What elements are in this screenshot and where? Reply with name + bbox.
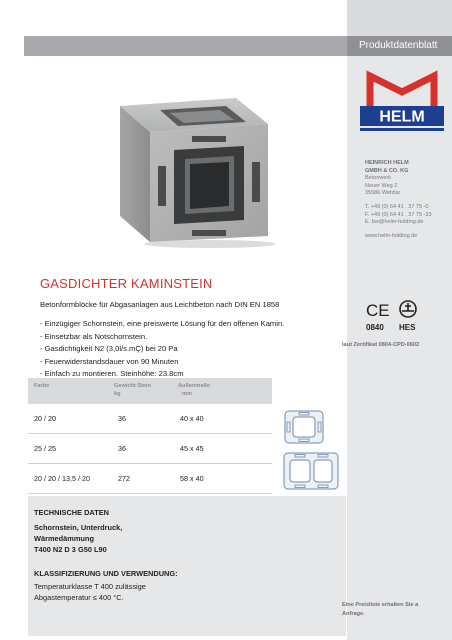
certificate-text: laut Zertifikat 0804-CPD-0602 bbox=[342, 342, 420, 348]
price-list-note bbox=[342, 601, 450, 619]
company-fax: F. +49 (0) 64 41 . 37 75 -33 bbox=[365, 211, 432, 218]
header-dims-label: Außenmaße bbox=[178, 383, 211, 389]
helm-logo-icon bbox=[356, 70, 448, 142]
header-weight-unit: kg bbox=[114, 390, 121, 397]
feature-item: - Feuerwiderstandsdauer von 90 Minuten bbox=[40, 356, 179, 366]
feature-item: - Einzügiger Schornstein, eine preiswerte Lösung für den offenen Kamin. bbox=[40, 319, 285, 328]
company-street: Neuer Weg 2 bbox=[365, 182, 398, 189]
classification-heading: KLASSIFIZIERUNG UND VERWENDUNG: bbox=[34, 569, 178, 578]
row-weight: 36 bbox=[118, 414, 126, 423]
table-row bbox=[28, 434, 272, 464]
hes-label: HES bbox=[399, 323, 416, 332]
certification-marks bbox=[362, 298, 442, 334]
row-weight: 36 bbox=[118, 444, 126, 453]
product-subtitle: Betonformblöcke für Abgasanlagen aus Leichtbeton nach DIN EN 1858 bbox=[40, 300, 280, 309]
feature-item: - Gasdichtigkeit N2 (3,0l/s.mÇ) bei 20 Pa bbox=[40, 344, 178, 354]
technical-line-2: Wärmedämmung bbox=[34, 534, 94, 543]
company-web[interactable]: www.helm-holding.de bbox=[365, 232, 418, 239]
sidebar bbox=[347, 56, 452, 640]
company-address bbox=[365, 160, 452, 240]
table-row bbox=[28, 404, 272, 434]
product-title: GASDICHTER KAMINSTEIN bbox=[40, 276, 213, 291]
row-dims: 45 x 45 bbox=[180, 444, 204, 453]
technical-line-3: T400 N2 D 3 G50 L90 bbox=[34, 545, 107, 554]
header-dims-unit: mm bbox=[182, 390, 192, 397]
classification-line-1: Temperaturklasse T 400 zulässige bbox=[34, 582, 146, 591]
classification-line-2: Abgastemperatur ≤ 400 °C. bbox=[34, 593, 124, 602]
row-dims: 40 x 40 bbox=[180, 414, 204, 423]
sidebar-top-band bbox=[347, 0, 452, 36]
classification-values bbox=[34, 581, 146, 603]
feature-item: - Einfach zu montieren. Steinhöhe: 23.8cm bbox=[40, 369, 184, 379]
table-header bbox=[28, 378, 272, 404]
price-note-line-1: Eine Preisliste erhalten Sie a bbox=[342, 602, 419, 608]
header-label: Produktdatenblatt bbox=[347, 36, 452, 56]
logo-text: HELM bbox=[379, 108, 425, 126]
row-dims: 58 x 40 bbox=[180, 474, 204, 483]
cross-section-thumb-double bbox=[283, 452, 339, 495]
technical-heading: TECHNISCHE DATEN bbox=[34, 508, 110, 517]
company-name-1: HEINRICH HELM bbox=[365, 160, 409, 166]
technical-data-box bbox=[28, 496, 346, 636]
technical-values bbox=[34, 522, 194, 555]
technical-line-1: Schornstein, Unterdruck, bbox=[34, 523, 123, 532]
row-color: 20 / 20 / 13,5 / 20 bbox=[34, 474, 90, 483]
company-name-2: GMBH & CO. KG bbox=[365, 167, 409, 174]
price-note-line-2: Anfrage. bbox=[342, 611, 365, 617]
feature-item: - Einsetzbar als Notschornstein. bbox=[40, 331, 148, 341]
table-row bbox=[28, 464, 272, 494]
helm-logo bbox=[356, 70, 448, 142]
header-weight-label: Gewicht Stein bbox=[114, 383, 151, 389]
row-color: 25 / 25 bbox=[34, 444, 56, 453]
company-city: 35586 Wetzlar bbox=[365, 190, 401, 197]
header-bar bbox=[24, 36, 347, 56]
header-color: Farbe bbox=[34, 383, 50, 389]
ce-mark-icon: CE bbox=[366, 301, 390, 320]
header-dims bbox=[178, 383, 210, 398]
company-line3: Betonwerk bbox=[365, 175, 391, 182]
cross-section-thumb-single bbox=[284, 410, 324, 449]
company-phone: T. +49 (0) 64 41 . 37 75 -0 bbox=[365, 203, 429, 210]
row-weight: 272 bbox=[118, 474, 130, 483]
feature-list bbox=[40, 318, 284, 381]
company-email[interactable]: E. bw@helm-holding.de bbox=[365, 219, 424, 226]
ce-number: 0840 bbox=[366, 323, 384, 332]
row-color: 20 / 20 bbox=[34, 414, 56, 423]
header-weight bbox=[114, 383, 151, 398]
product-photo bbox=[40, 70, 302, 250]
